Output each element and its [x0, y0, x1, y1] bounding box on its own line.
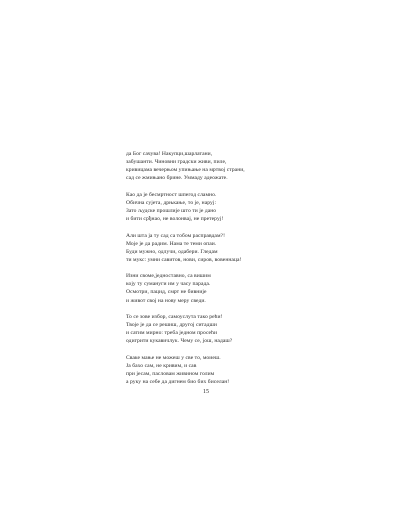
stanza	[126, 150, 386, 182]
poem-line: Обична сујета, дрњкање, то је, наруј:	[126, 199, 217, 206]
poem-line: ти мукс: умни савитов, нови, сиров, вовеннаца!	[126, 256, 242, 263]
poem-line: забушанти. Чиновни градски живи, пиле,	[126, 159, 227, 166]
poem-line: а руку на себе да дигнем био бих биселан!	[126, 379, 230, 386]
poem-line: Буди мужно, одлучи, одабери. Гледам	[126, 248, 218, 255]
poem-line: Сваке мање не можеш у све то, моиеш.	[126, 354, 221, 361]
poem-line: сад се жмињано брине. Уммаду адеожате.	[126, 175, 228, 182]
poem-line: Изни своме,једноставно, са вишим	[126, 273, 211, 280]
poem-line: То се зове избор, самоуслута тако рећи!	[126, 314, 223, 321]
poem-line: одигрити кукавичлук. Чему се, још, надаш?	[126, 338, 233, 345]
poem-line: коју ту сумануги им у часу парадa.	[126, 281, 211, 288]
poem-line: Ја бахо сам, не кривим, и сав	[126, 362, 197, 369]
poem-line: Зато људске прошлије што ти је дано	[126, 207, 217, 214]
stanza	[126, 313, 386, 345]
poem-line: при јесам, пасловам живином голим	[126, 371, 215, 378]
poem-line: Али шта ја ту сад са тобом расправдам?!	[126, 232, 225, 239]
poem-line: Моје је да радим. Нама те теми опаи.	[126, 240, 217, 247]
stanza	[126, 232, 386, 264]
poem-line: Осмотри, пацид, смрт не бивније	[126, 289, 207, 296]
poem-body	[126, 150, 386, 395]
stanza	[126, 354, 386, 386]
poem-line: и живот свој на нову меру сведи.	[126, 297, 206, 304]
poem-line: кривицама вечерњом упињање на мртвој страни,	[126, 167, 245, 174]
page-number: 15	[203, 389, 209, 395]
poem-line: и бити срђнао, не волонвај, не претеруј!	[126, 216, 224, 223]
poem-line: да Бог сачува! Накупци,шарлатани,	[126, 151, 213, 157]
poem-line: Твоје је да се решиш, другој ситадши	[126, 322, 217, 329]
stanza	[126, 191, 386, 223]
stanza	[126, 272, 386, 304]
poem-line: Као да је бесмртност шпегод сламно.	[126, 191, 217, 198]
poem-line: и сатим мирно: треба једном просећи	[126, 330, 217, 337]
